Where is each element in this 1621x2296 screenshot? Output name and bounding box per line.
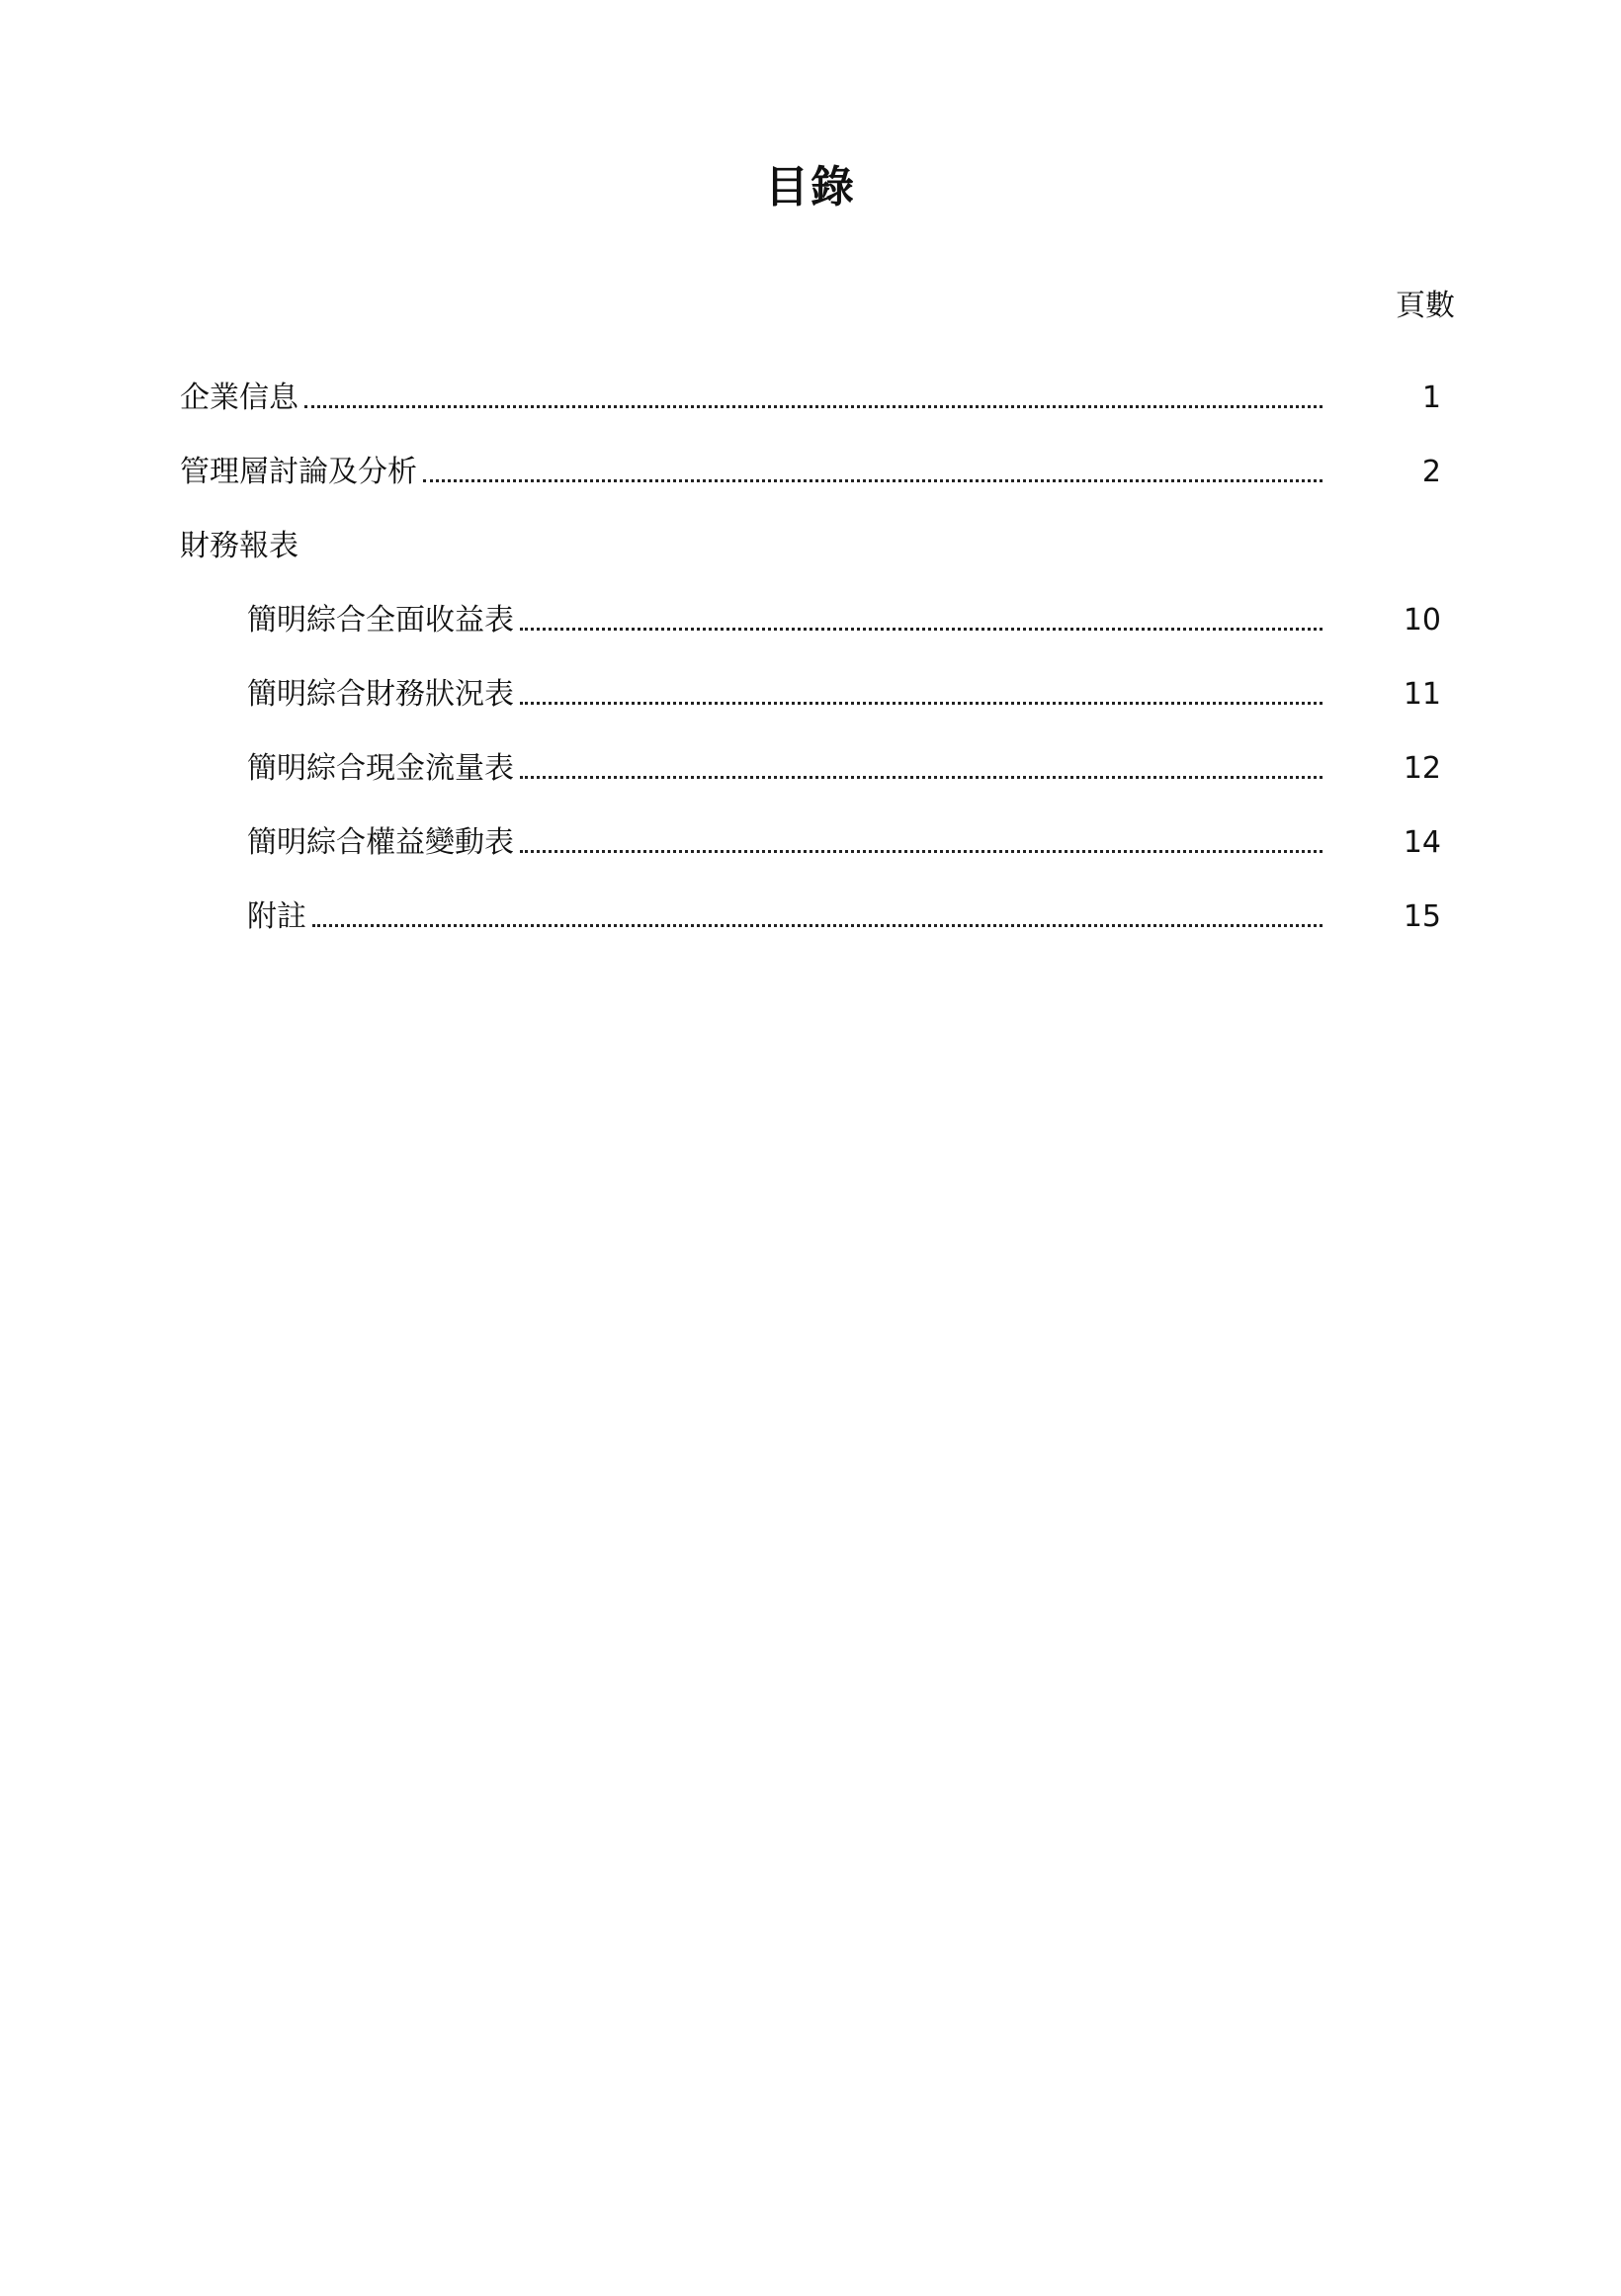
- dot-leader: [520, 850, 1322, 853]
- dot-leader: [423, 479, 1322, 482]
- dot-leader: [520, 776, 1322, 779]
- toc-entry-page: 15: [1403, 898, 1441, 934]
- dot-leader: [312, 924, 1322, 927]
- toc-entry-page: 1: [1421, 380, 1441, 415]
- toc-entry-page: 11: [1403, 676, 1441, 712]
- toc-entry-corporate-information[interactable]: [180, 361, 1455, 435]
- toc-entry-page: 10: [1403, 602, 1441, 638]
- toc-entry-label: 管理層討論及分析: [180, 454, 417, 489]
- toc-entry-notes[interactable]: [180, 880, 1455, 954]
- dot-leader: [520, 702, 1322, 705]
- toc-entry-label: 附註: [247, 898, 306, 934]
- dot-leader: [520, 628, 1322, 631]
- toc-entry-changes-in-equity[interactable]: [180, 806, 1455, 880]
- toc-section-label: 財務報表: [180, 528, 299, 563]
- toc-entry-cash-flows[interactable]: [180, 731, 1455, 806]
- page-number-column-header: 頁數: [1396, 289, 1455, 323]
- toc-section-financial-statements: [180, 509, 1455, 583]
- toc-entry-page: 2: [1421, 454, 1441, 489]
- toc-entry-label: 簡明綜合全面收益表: [247, 602, 514, 638]
- toc-entry-comprehensive-income[interactable]: [180, 583, 1455, 657]
- toc-entry-page: 14: [1403, 824, 1441, 860]
- toc-entry-management-discussion[interactable]: [180, 435, 1455, 509]
- toc-entry-label: 簡明綜合權益變動表: [247, 824, 514, 860]
- toc-entry-label: 簡明綜合財務狀況表: [247, 676, 514, 712]
- toc-entry-financial-position[interactable]: [180, 657, 1455, 731]
- toc-entry-page: 12: [1403, 750, 1441, 786]
- page-title: 目錄: [765, 162, 856, 213]
- toc-entry-label: 企業信息: [180, 380, 299, 415]
- toc-entry-label: 簡明綜合現金流量表: [247, 750, 514, 786]
- table-of-contents: [180, 361, 1455, 954]
- dot-leader: [304, 405, 1322, 408]
